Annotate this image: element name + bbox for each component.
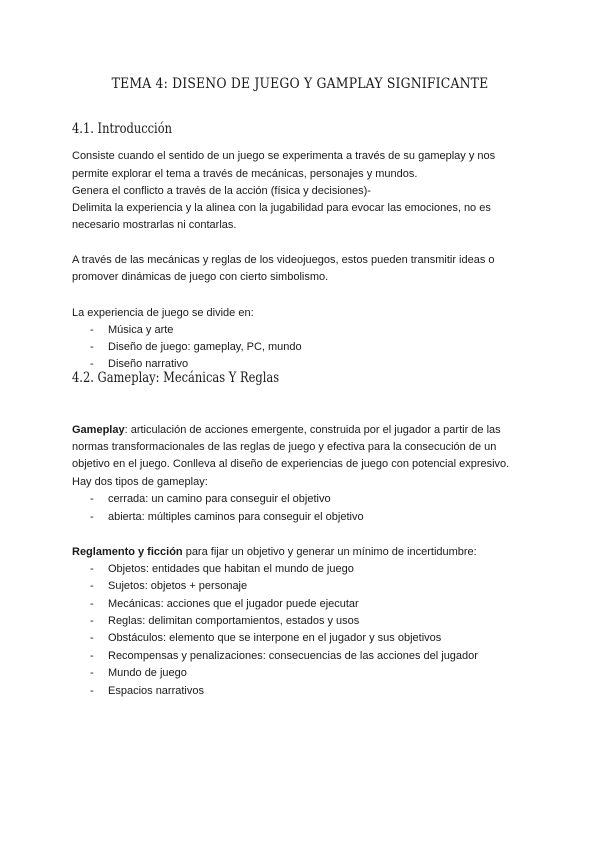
paragraph-line: Gameplay: articulación de acciones emergente, construida por el jugador a partir de las (72, 424, 501, 436)
list-item: - cerrada: un camino para conseguir el objetivo (90, 493, 331, 505)
list-item: - abierta: múltiples caminos para conseguir el objetivo (90, 511, 364, 523)
paragraph-line: La experiencia de juego se divide en: (72, 307, 254, 319)
paragraph-line: Reglamento y ficción para fijar un objetivo y generar un mínimo de incertidumbre: (72, 546, 477, 558)
section-heading-introduccion: 4.1. Introducción (72, 121, 173, 137)
paragraph-line: Genera el conflicto a través de la acción (física y decisiones)- (72, 185, 371, 197)
term-gameplay: Gameplay (72, 424, 125, 436)
list-item: - Diseño narrativo (90, 358, 189, 370)
paragraph-line: A través de las mecánicas y reglas de los videojuegos, estos pueden transmitir ideas o (72, 254, 495, 266)
list-item: - Obstáculos: elemento que se interpone en el jugador y sus objetivos (90, 632, 442, 644)
list-item: - Mecánicas: acciones que el jugador puede ejecutar (90, 598, 359, 610)
paragraph-line: promover dinámicas de juego con cierto simbolismo. (72, 271, 329, 283)
list-item: - Diseño de juego: gameplay, PC, mundo (90, 341, 302, 353)
paragraph-line: Delimita la experiencia y la alinea con la jugabilidad para evocar las emociones, no es (72, 202, 491, 214)
section-heading-gameplay: 4.2. Gameplay: Mecánicas Y Reglas (72, 370, 280, 386)
paragraph-line: objetivo en el juego. Conlleva al diseño de experiencias de juego con potencial expresivo. (72, 458, 510, 470)
list-item: - Sujetos: objetos + personaje (90, 580, 248, 592)
list-item: - Reglas: delimitan comportamientos, estados y usos (90, 615, 360, 627)
list-item: - Recompensas y penalizaciones: consecuencias de las acciones del jugador (90, 650, 478, 662)
list-item: - Música y arte (90, 324, 174, 336)
paragraph-line: Consiste cuando el sentido de un juego se experimenta a través de su gameplay y nos (72, 150, 496, 162)
list-item: - Objetos: entidades que habitan el mundo de juego (90, 563, 354, 575)
paragraph-line: Hay dos tipos de gameplay: (72, 476, 208, 488)
paragraph-line: permite explorar el tema a través de mecánicas, personajes y mundos. (72, 168, 418, 180)
paragraph-line: necesario mostrarlas ni contarlas. (72, 219, 237, 231)
document-title: TEMA 4: DISEÑO DE JUEGO Y GAMPLAY SIGNIFICANTE (111, 76, 489, 92)
term-reglamento: Reglamento y ficción (72, 546, 183, 558)
list-item: - Espacios narrativos (90, 685, 204, 697)
list-item: - Mundo de juego (90, 667, 187, 679)
paragraph-line: normas transformacionales de las reglas de juego y efectiva para la consecución de un (72, 441, 497, 453)
